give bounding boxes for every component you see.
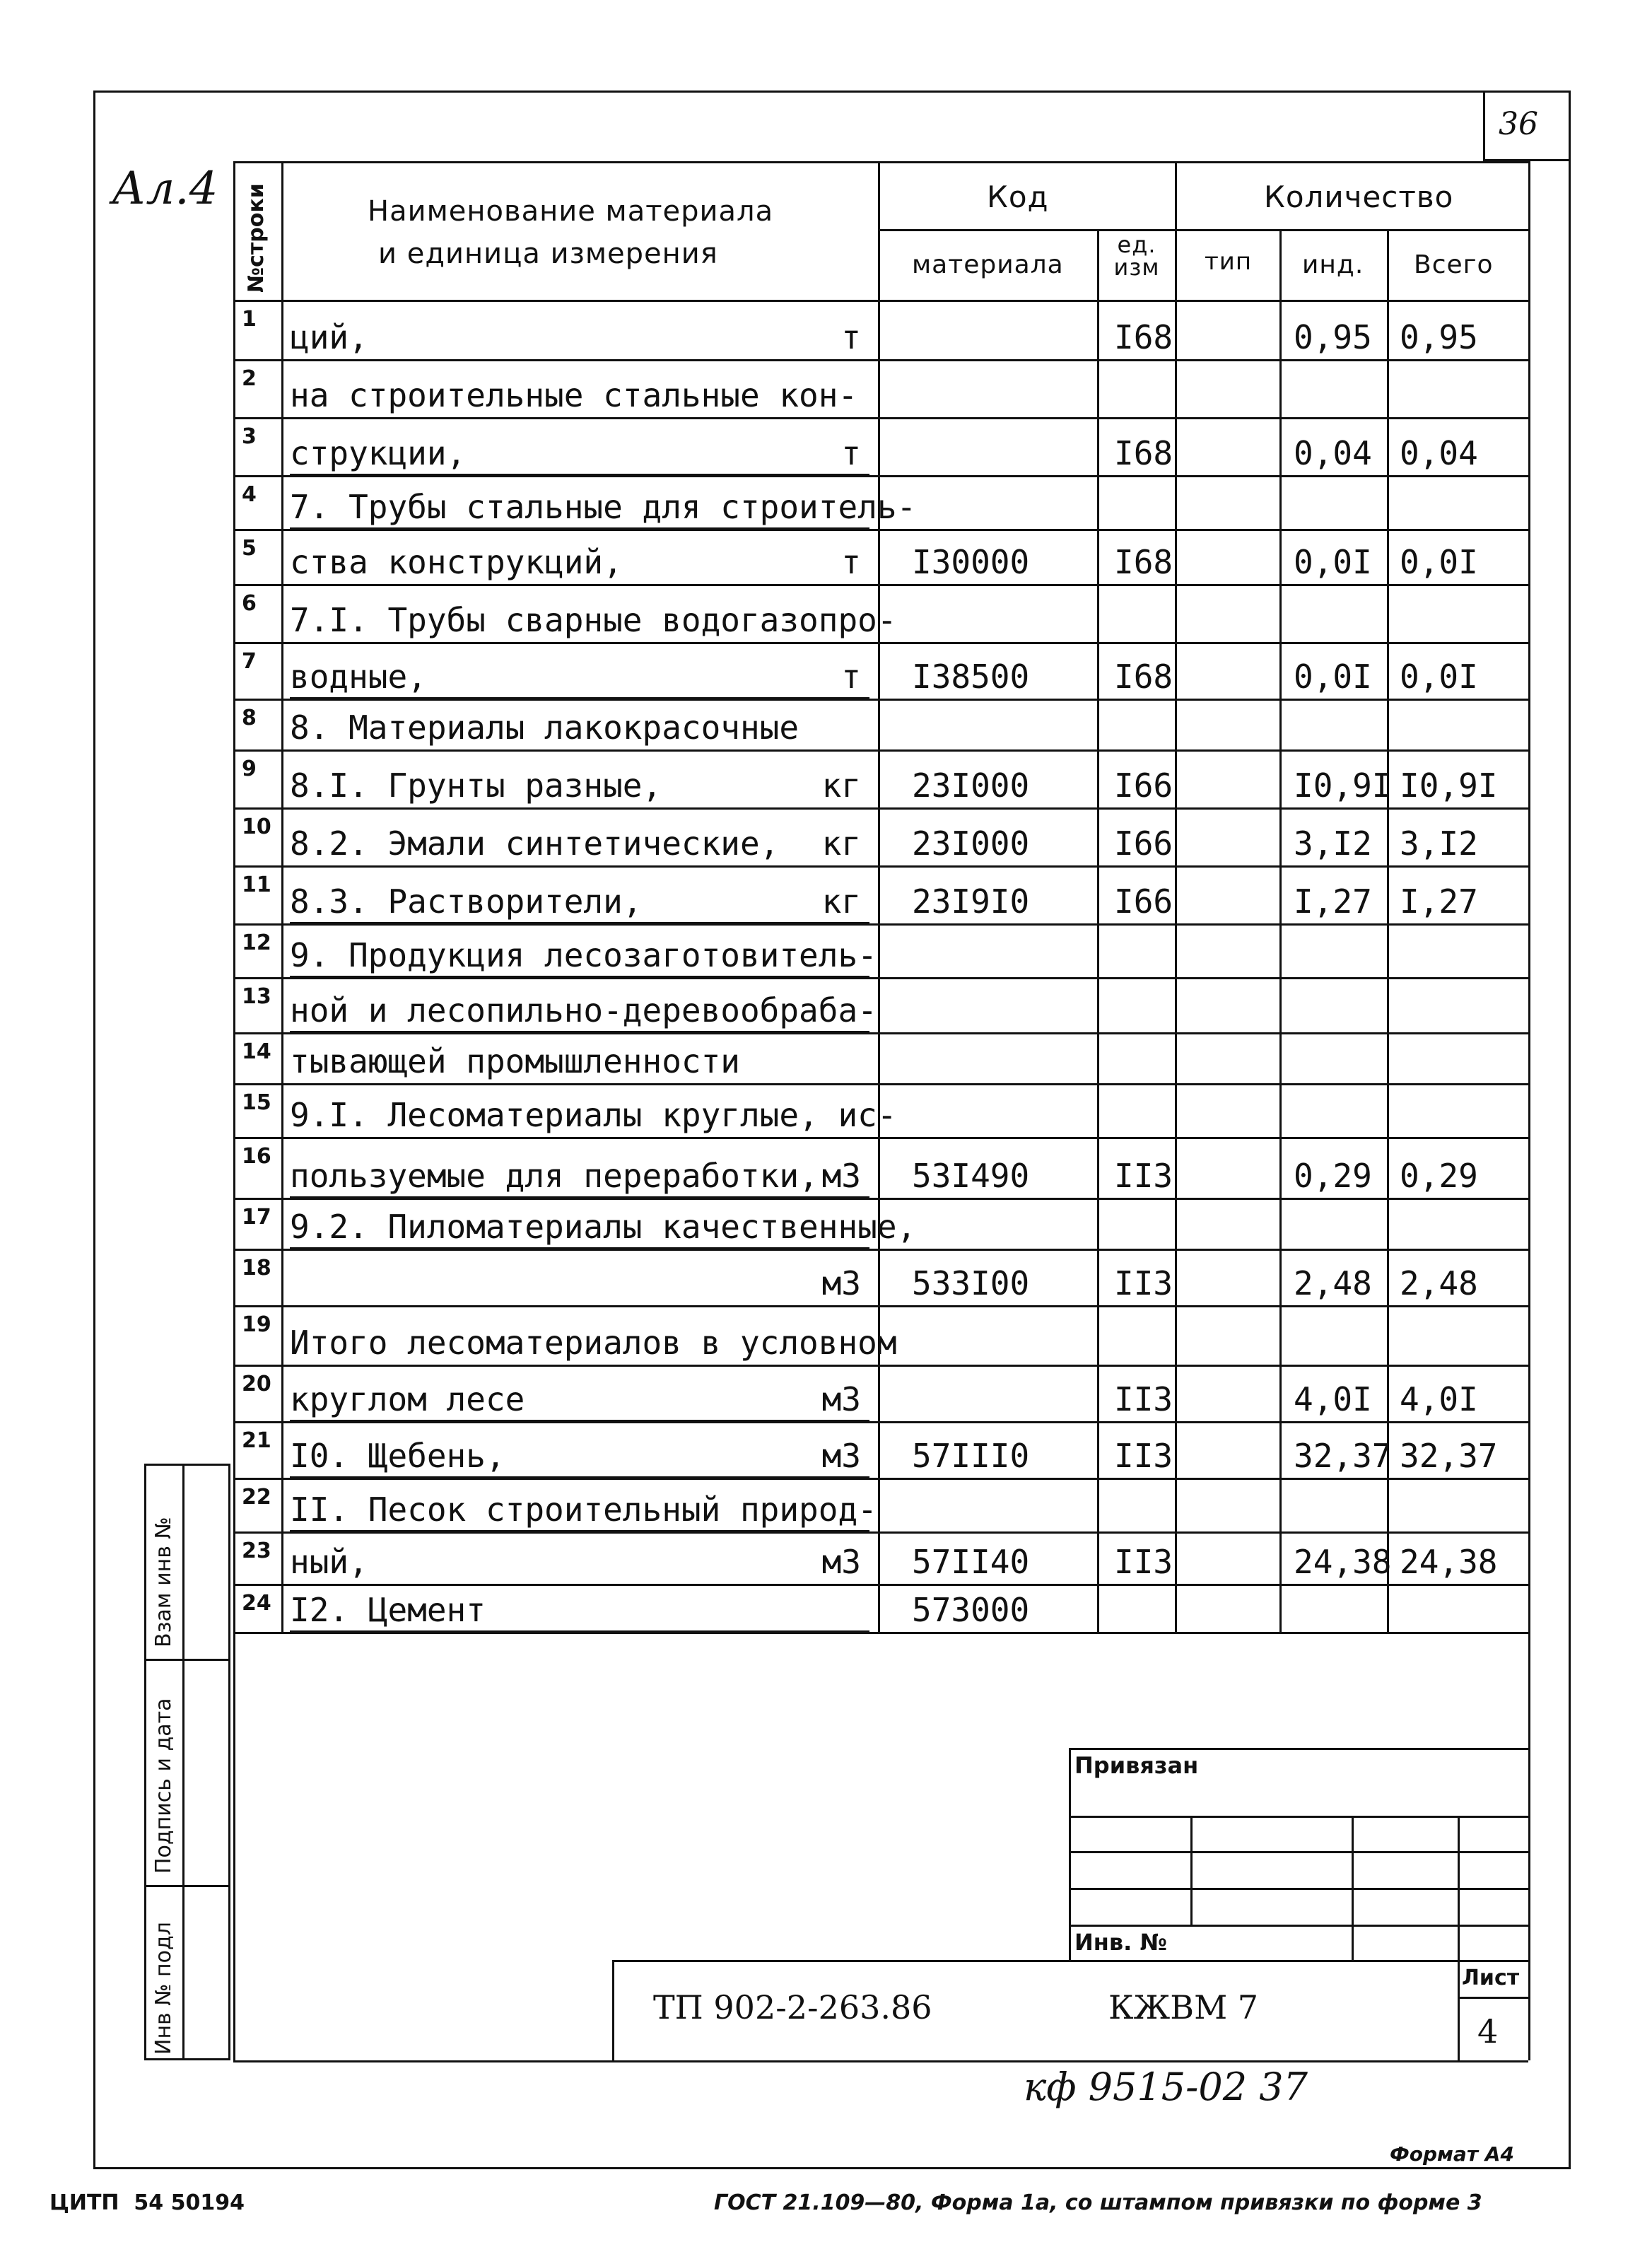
row-name: ной и лесопильно-деревообраба- (290, 991, 869, 1033)
row-number: 16 (242, 1144, 271, 1169)
row-qty-ind: 4,0I (1294, 1380, 1372, 1418)
row-material-code: I30000 (912, 543, 1030, 581)
row-name: ций, (290, 318, 368, 356)
row-name: пользуемые для переработки, (290, 1157, 869, 1198)
row-number: 23 (242, 1539, 271, 1563)
code-material-header: материала (912, 250, 1064, 279)
row-unit: м3 (821, 1157, 861, 1195)
row-qty-total: 4,0I (1400, 1380, 1478, 1418)
row-number: 3 (242, 424, 257, 449)
row-unit: м3 (821, 1543, 861, 1581)
row-number: 13 (242, 984, 271, 1009)
row-number: 1 (242, 307, 257, 332)
row-number: 17 (242, 1205, 271, 1230)
row-qty-ind: 0,0I (1294, 543, 1372, 581)
code-header: Код (987, 180, 1049, 214)
row-qty-total: 0,0I (1400, 543, 1478, 581)
row-number: 8 (242, 706, 257, 730)
row-unit: м3 (821, 1264, 861, 1302)
row-number: 15 (242, 1090, 271, 1115)
row-name: I2. Цемент (290, 1591, 869, 1633)
row-number: 6 (242, 591, 257, 616)
podpis-data-label: Подпись и дата (151, 1698, 176, 1874)
row-qty-total: 32,37 (1400, 1437, 1498, 1475)
row-unit: т (841, 543, 861, 581)
row-number: 7 (242, 649, 257, 674)
row-name: струкции, (290, 434, 869, 476)
row-name: 8. Материалы лакокрасочные (290, 708, 799, 747)
footer-left: ЦИТП 54 50194 (49, 2190, 245, 2215)
row-qty-ind: 0,95 (1294, 318, 1372, 356)
row-number: 18 (242, 1256, 271, 1280)
quantity-header: Количество (1264, 180, 1454, 214)
row-unit-code: I66 (1114, 824, 1173, 863)
row-material-code: 53I490 (912, 1157, 1030, 1195)
inv-podl-label: Инв № подл (151, 1922, 176, 2055)
row-material-code: 23I9I0 (912, 882, 1030, 921)
row-unit-code: I66 (1114, 766, 1173, 805)
row-qty-total: 24,38 (1400, 1543, 1498, 1581)
row-unit-code: II3 (1114, 1437, 1173, 1475)
row-name: водные, (290, 658, 869, 699)
row-qty-total: 0,29 (1400, 1157, 1478, 1195)
row-number: 14 (242, 1039, 271, 1064)
footer-right: ГОСТ 21.109—80, Форма 1а, со штампом привязки по форме 3 (714, 2190, 1482, 2215)
row-material-code: 57II40 (912, 1543, 1030, 1581)
row-qty-ind: 0,04 (1294, 434, 1372, 472)
row-material-code: 23I000 (912, 824, 1030, 863)
row-unit: кг (821, 824, 861, 863)
row-qty-ind: I,27 (1294, 882, 1372, 921)
row-material-code: I38500 (912, 658, 1030, 696)
row-number: 10 (242, 815, 271, 839)
row-number: 24 (242, 1591, 271, 1616)
row-unit: т (841, 318, 861, 356)
row-qty-total: I,27 (1400, 882, 1478, 921)
row-qty-total: 2,48 (1400, 1264, 1478, 1302)
row-number: 22 (242, 1485, 271, 1510)
row-qty-total: I0,9I (1400, 766, 1498, 805)
row-number: 9 (242, 757, 257, 781)
row-qty-total: 0,95 (1400, 318, 1478, 356)
row-unit-code: I68 (1114, 434, 1173, 472)
row-unit-code: I68 (1114, 543, 1173, 581)
doc-mark: КЖВМ 7 (1108, 1988, 1259, 2026)
row-material-code: 573000 (912, 1591, 1030, 1629)
row-name: 9. Продукция лесозаготовитель- (290, 936, 869, 978)
row-number: 5 (242, 536, 257, 561)
doc-code: ТП 902-2-263.86 (653, 1988, 932, 2026)
row-number: 4 (242, 482, 257, 507)
row-qty-ind: 0,0I (1294, 658, 1372, 696)
row-material-code: 23I000 (912, 766, 1030, 805)
inv-no-label: Инв. № (1074, 1929, 1167, 1956)
row-name: 7. Трубы стальные для строитель- (290, 488, 869, 530)
row-unit-code: I68 (1114, 658, 1173, 696)
row-material-code: 533I00 (912, 1264, 1030, 1302)
format-label: Формат А4 (1390, 2142, 1514, 2166)
qty-type-header: тип (1205, 247, 1253, 276)
row-name: ства конструкций, (290, 543, 623, 581)
row-number: 21 (242, 1428, 271, 1453)
row-unit-code: II3 (1114, 1380, 1173, 1418)
row-name: ный, (290, 1543, 368, 1581)
row-name: тывающей промышленности (290, 1042, 740, 1080)
row-unit: т (841, 434, 861, 472)
row-unit: кг (821, 882, 861, 921)
row-number: 12 (242, 930, 271, 955)
row-unit-code: I68 (1114, 318, 1173, 356)
sheet-label: Лист (1462, 1966, 1520, 1990)
row-unit: кг (821, 766, 861, 805)
name-header-line1: Наименование материала (368, 195, 774, 228)
row-qty-total: 0,04 (1400, 434, 1478, 472)
row-name: на строительные стальные кон- (290, 376, 858, 414)
row-name: 9.I. Лесоматериалы круглые, ис- (290, 1096, 897, 1134)
row-number: 2 (242, 366, 257, 391)
sheet-corner-number: 36 (1499, 106, 1538, 142)
row-number-header: №строки (244, 183, 269, 293)
row-unit: т (841, 658, 861, 696)
name-header-line2: и единица измерения (378, 238, 718, 270)
row-qty-total: 3,I2 (1400, 824, 1478, 863)
code-unit-header: ед. изм (1113, 231, 1160, 281)
row-name: 8.2. Эмали синтетические, (290, 824, 780, 863)
row-unit-code: II3 (1114, 1157, 1173, 1195)
row-qty-ind: 0,29 (1294, 1157, 1372, 1195)
handwritten-mark: Ал.4 (112, 163, 218, 215)
row-name: 8.I. Грунты разные, (290, 766, 662, 805)
sheet-number: 4 (1477, 2012, 1499, 2050)
row-name: Итого лесоматериалов в условном (290, 1324, 897, 1362)
row-unit-code: II3 (1114, 1543, 1173, 1581)
row-name: II. Песок строительный природ- (290, 1490, 869, 1532)
row-name: круглом лесе (290, 1380, 869, 1422)
row-qty-ind: 2,48 (1294, 1264, 1372, 1302)
row-number: 19 (242, 1312, 271, 1337)
row-name: I0. Щебень, (290, 1437, 869, 1478)
qty-ind-header: инд. (1302, 250, 1364, 279)
row-number: 20 (242, 1372, 271, 1396)
row-material-code: 57III0 (912, 1437, 1030, 1475)
row-name: 8.3. Растворители, (290, 882, 869, 924)
row-unit-code: I66 (1114, 882, 1173, 921)
row-name: 7.I. Трубы сварные водогазопро- (290, 601, 897, 639)
row-unit: м3 (821, 1380, 861, 1418)
row-qty-ind: 24,38 (1294, 1543, 1392, 1581)
row-unit: м3 (821, 1437, 861, 1475)
row-qty-ind: 32,37 (1294, 1437, 1392, 1475)
row-number: 11 (242, 873, 271, 897)
qty-total-header: Всего (1414, 250, 1494, 279)
handwritten-bottom: кф 9515-02 37 (1024, 2065, 1308, 2109)
row-qty-ind: 3,I2 (1294, 824, 1372, 863)
vzam-inv-label: Взам инв № (151, 1517, 176, 1647)
row-name: 9.2. Пиломатериалы качественные, (290, 1208, 869, 1249)
row-qty-total: 0,0I (1400, 658, 1478, 696)
row-unit-code: II3 (1114, 1264, 1173, 1302)
privyazan-label: Привязан (1074, 1752, 1199, 1779)
row-qty-ind: I0,9I (1294, 766, 1392, 805)
